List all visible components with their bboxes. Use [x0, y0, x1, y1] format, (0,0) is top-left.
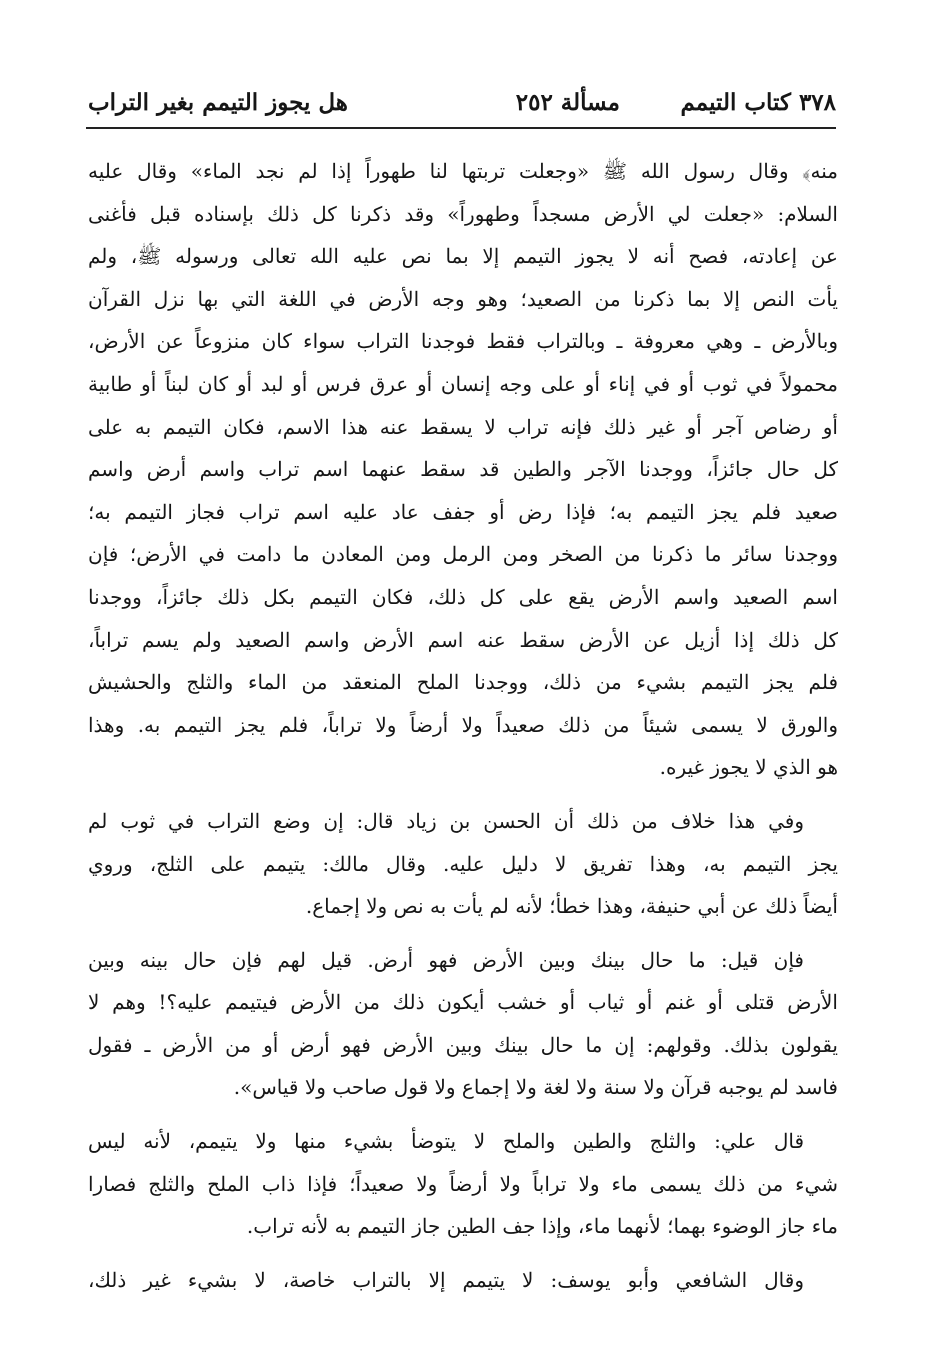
text-line: الأرض قتلى أو غنم أو ثياب أو خشب أيكون ذلك من الأرض فيتيمم عليه؟! وهم لا — [88, 990, 838, 1015]
text-line: أيضاً ذلك عن أبي حنيفة، وهذا خطأ؛ لأنه لم يأت به نص ولا إجماع. — [305, 894, 838, 919]
text-line: كل حال جائزاً، ووجدنا الآجر والطين قد سقط عنهما اسم تراب واسم أرض واسم — [88, 457, 838, 482]
paragraph — [88, 800, 838, 928]
text-line: فإن قيل: ما حال بينك وبين الأرض فهو أرض. قيل لهم فإن حال بينه وبين — [88, 947, 804, 972]
text-line: كل ذلك إذا أزيل عن الأرض سقط عنه اسم الأرض واسم الصعيد ولم يسم تراباً، — [88, 627, 838, 652]
text-line: يجز التيمم به، وهذا تفريق لا دليل عليه. وقال مالك: يتيمم على الثلج، وروي — [88, 851, 838, 876]
text-line: منه﴾ وقال رسول الله ﷺ «وجعلت تربتها لنا طهوراً إذا لم نجد الماء» وقال عليه — [88, 159, 838, 183]
text-line: هو الذي لا يجوز غيره. — [659, 755, 838, 780]
text-line: صعيد فلم يجز التيمم به؛ فإذا رض أو جفف عاد عليه اسم تراب فجاز التيمم به؛ — [88, 499, 838, 524]
text-line: وبالأرض ـ وهي معروفة ـ وبالتراب فقط فوجدنا التراب سواء كان منزوعاً عن الأرض، — [88, 329, 838, 354]
page-number-and-book-title: ٣٧٨ كتاب التيمم — [680, 89, 836, 116]
text-line: ماء جاز الوضوء بهما؛ لأنهما ماء، وإذا جف الطين جاز التيمم به لأنه تراب. — [246, 1214, 838, 1239]
paragraph — [88, 150, 838, 789]
text-line: ووجدنا سائر ما ذكرنا من الصخر ومن الرمل ومن المعادن ما دامت في الأرض؛ فإن — [88, 542, 838, 567]
text-line: السلام: «جعلت لي الأرض مسجداً وطهوراً» وقد ذكرنا كل ذلك بإسناده قبل فأغنى — [88, 201, 838, 226]
text-line: شيء من ذلك يسمى ماء ولا تراباً ولا أرضاً ولا صعيداً؛ فإذا ذاب الملح والثلج فصارا — [88, 1171, 838, 1196]
text-line: يقولون بذلك. وقولهم: إن ما حال بينك وبين الأرض فهو أرض أو من الأرض ـ فقول — [88, 1032, 838, 1057]
text-line: فاسد لم يوجبه قرآن ولا سنة ولا لغة ولا إجماع ولا قول صاحب ولا قياس». — [233, 1075, 838, 1100]
text-line: أو رضاص آجر أو غير ذلك فإنه تراب لا يسقط عنه هذا الاسم، فكان التيمم به على — [88, 414, 838, 439]
paragraph — [88, 939, 838, 1109]
header-divider — [86, 127, 836, 129]
text-line: فلم يجز التيمم بشيء من ذلك، ووجدنا الملح المنعقد من الماء والثلج والحشيش — [88, 670, 838, 695]
section-topic: هل يجوز التيمم بغير التراب — [88, 89, 348, 116]
issue-number: مسألة ٢٥٢ — [515, 89, 620, 116]
body-text — [88, 150, 838, 1312]
text-line: والورق لا يسمى شيئاً من ذلك صعيداً ولا أرضاً ولا تراباً، فلم يجز التيمم به. وهذا — [88, 712, 838, 737]
text-line: محمولاً في ثوب أو في إناء أو على وجه إنسان أو عرق فرس أو لبد أو كان لبناً أو طابية — [88, 371, 838, 396]
text-line: عن إعادته، فصح أنه لا يجوز التيمم إلا بما نص عليه الله تعالى ورسوله ﷺ، ولم — [88, 244, 838, 269]
text-line: يأت النص إلا بما ذكرنا من الصعيد؛ وهو وجه الأرض في اللغة التي بها نزل القرآن — [88, 286, 838, 311]
paragraph — [88, 1120, 838, 1248]
text-line: قال علي: والثلج والطين والملح لا يتوضأ بشيء منها ولا يتيمم، لأنه ليس — [88, 1129, 804, 1154]
page-header — [88, 78, 836, 130]
text-line: وفي هذا خلاف من ذلك أن الحسن بن زياد قال: إن وضع التراب في ثوب لم — [88, 808, 804, 833]
text-line: وقال الشافعي وأبو يوسف: لا يتيمم إلا بالتراب خاصة، لا بشيء غير ذلك، — [88, 1267, 804, 1292]
paragraph — [88, 1259, 838, 1302]
text-line: اسم الصعيد واسم الأرض يقع على كل ذلك، فكان التيمم بكل ذلك جائزاً، ووجدنا — [88, 584, 838, 609]
